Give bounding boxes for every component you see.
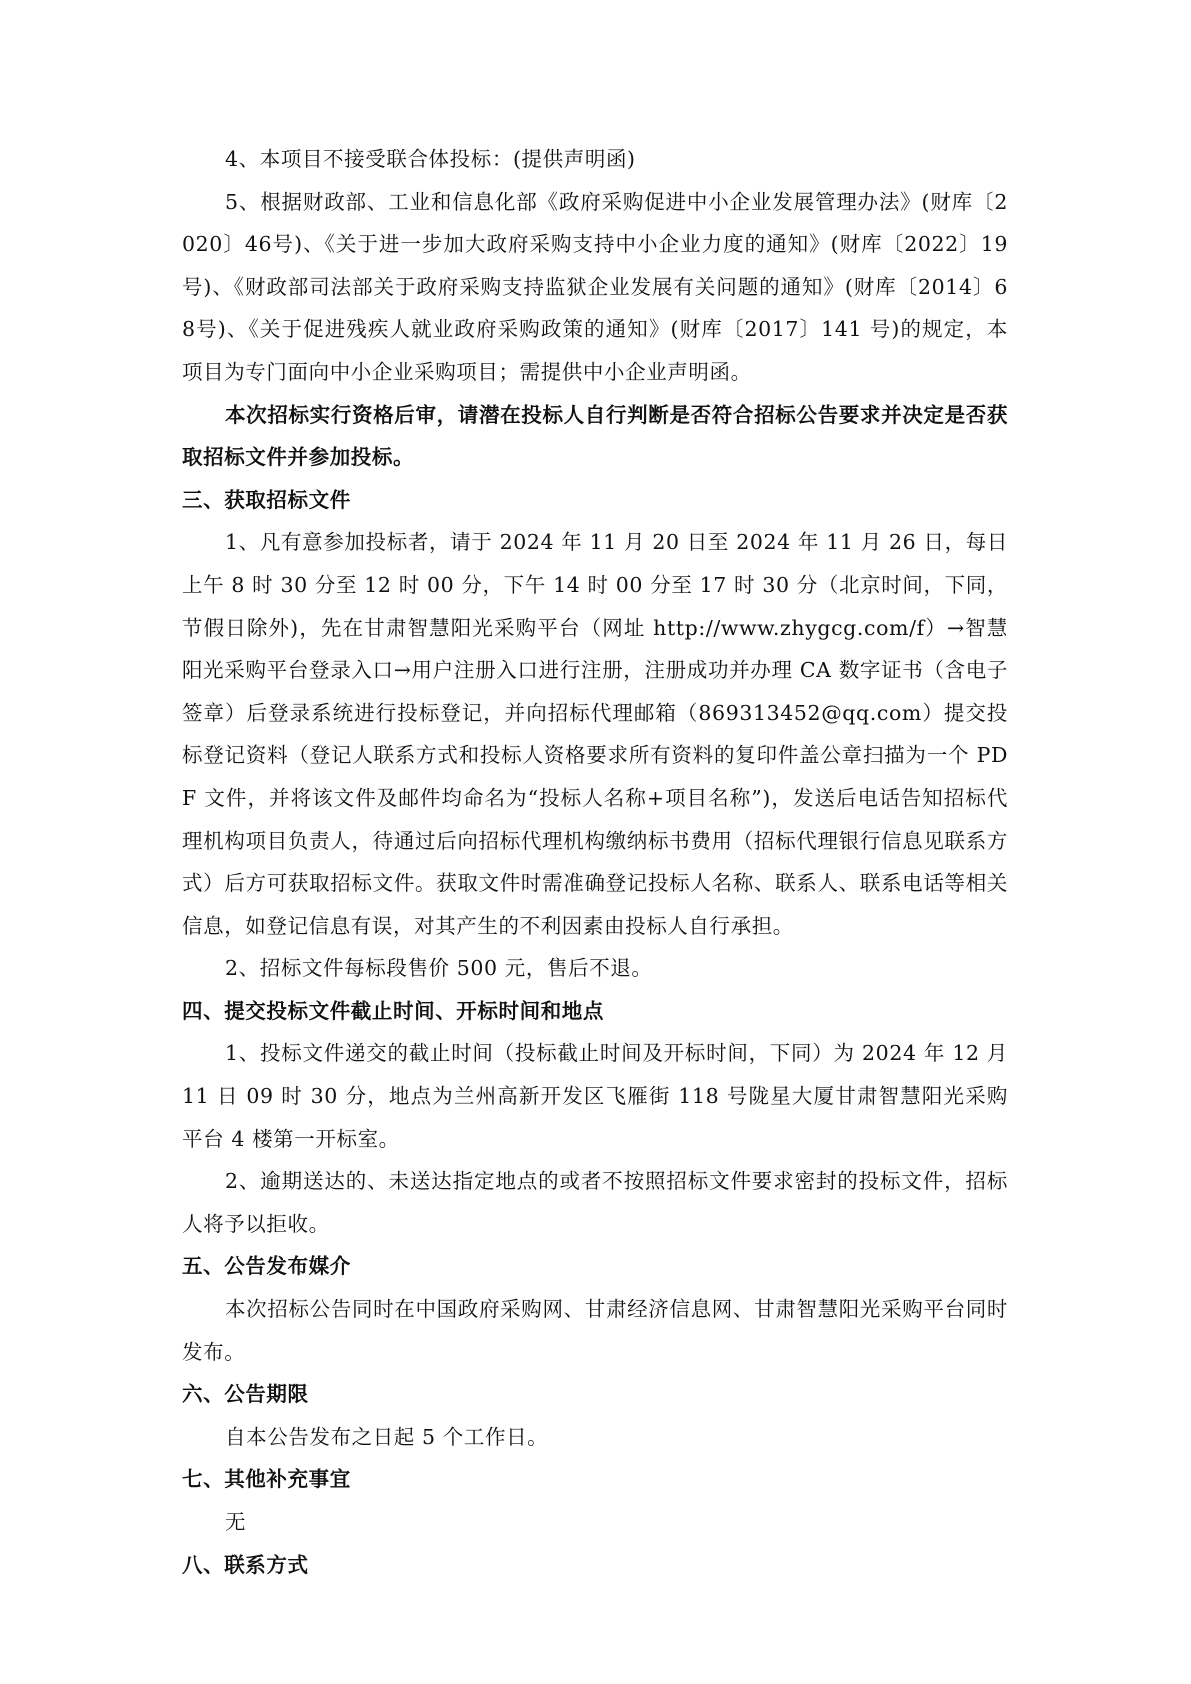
deadline-item-1: 1、投标文件递交的截止时间（投标截止时间及开标时间，下同）为 2024 年 12 月 11 日 09 时 30 分，地点为兰州高新开发区飞雁街 118 号陇星大厦甘肃智慧阳光采购平台 4 楼第一开标室。 <box>182 1041 1008 1151</box>
obtain-documents-item-1: 1、凡有意参加投标者，请于 2024 年 11 月 20 日至 2024 年 11 月 26 日，每日上午 8 时 30 分至 12 时 00 分，下午 14 时 00 分至 17 时 30 分（北京时间，下同，节假日除外)，先在甘肃智慧阳光采购平台（网址 http://www.zhygcg.com/f）→智慧阳光采购平台登录入口→用户注册入口进行注册，注册成功并办理 CA 数字证书（含电子签章）后登录系统进行投标登记，并向招标代理邮箱（869313452@qq.com）提交投标登记资料（登记人联系方式和投标人资格要求所有资料的复印件盖公章扫描为一个 PDF 文件，并将该文件及邮件均命名为“投标人名称+项目名称”)，发送后电话告知招标代理机构项目负责人，待通过后向招标代理机构缴纳标书费用（招标代理银行信息见联系方式）后方可获取招标文件。获取文件时需准确登记投标人名称、联系人、联系电话等相关信息，如登记信息有误，对其产生的不利因素由投标人自行承担。 <box>182 530 1008 938</box>
obtain-documents-item-2: 2、招标文件每标段售价 500 元，售后不退。 <box>225 956 653 981</box>
deadline-item-2: 2、逾期送达的、未送达指定地点的或者不按照招标文件要求密封的投标文件，招标人将予以拒收。 <box>182 1169 1008 1236</box>
period-text: 自本公告发布之日起 5 个工作日。 <box>225 1424 549 1449</box>
document-body <box>182 138 1008 1586</box>
other-text: 无 <box>225 1510 247 1534</box>
section-heading-media: 五、公告发布媒介 <box>182 1254 351 1279</box>
section-heading-deadline: 四、提交投标文件截止时间、开标时间和地点 <box>182 998 604 1023</box>
section-heading-period: 六、公告期限 <box>182 1382 309 1407</box>
media-text: 本次招标公告同时在中国政府采购网、甘肃经济信息网、甘肃智慧阳光采购平台同时发布。 <box>182 1297 1008 1364</box>
requirement-item-4: 4、本项目不接受联合体投标：(提供声明函) <box>225 147 636 171</box>
qualification-notice: 本次招标实行资格后审，请潜在投标人自行判断是否符合招标公告要求并决定是否获取招标文件并参加投标。 <box>182 402 1008 470</box>
section-heading-obtain-documents: 三、获取招标文件 <box>182 487 351 512</box>
section-heading-other: 七、其他补充事宜 <box>182 1467 351 1492</box>
requirement-item-5: 5、根据财政部、工业和信息化部《政府采购促进中小企业发展管理办法》(财库〔2020〕46号)、《关于进一步加大政府采购支持中小企业力度的通知》(财库〔2022〕19号)、《财政部司法部关于政府采购支持监狱企业发展有关问题的通知》(财库〔2014〕68号)、《关于促进残疾人就业政府采购政策的通知》(财库〔2017〕141 号)的规定，本项目为专门面向中小企业采购项目；需提供中小企业声明函。 <box>182 189 1008 384</box>
section-heading-contact: 八、联系方式 <box>182 1552 309 1577</box>
